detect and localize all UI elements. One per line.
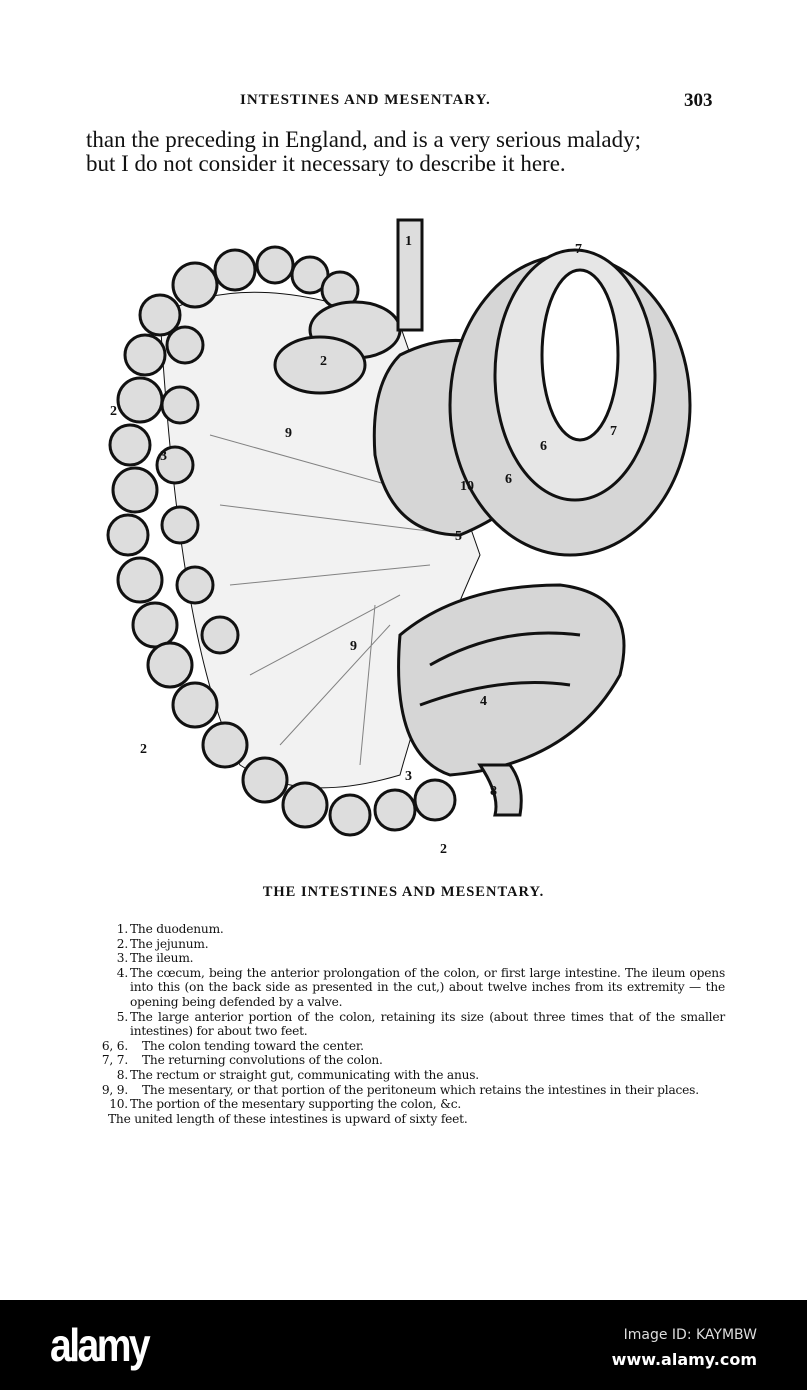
running-head <box>0 92 807 116</box>
legend-item <box>100 1068 725 1083</box>
legend-text: The large anterior portion of the colon, retaining its size (about three times that of the smaller intestines) for about two feet. <box>130 1009 725 1039</box>
image-id: Image ID: KAYMBW <box>623 1327 757 1343</box>
legend-text: The duodenum. <box>130 922 224 936</box>
figure-label: 3 <box>160 449 167 464</box>
legend-text: The rectum or straight gut, communicating with the anus. <box>130 1067 479 1082</box>
legend-num: 7, 7. <box>101 1053 128 1068</box>
legend-text: The portion of the mesentary supporting the colon, &c. <box>130 1097 462 1112</box>
legend-num: 9, 9. <box>101 1082 128 1097</box>
legend-item <box>100 922 725 937</box>
legend-item <box>100 1053 725 1068</box>
intestines-illustration <box>100 205 710 860</box>
legend-num: 1. <box>116 922 128 936</box>
alamy-logo: alamy <box>50 1319 149 1371</box>
figure-label: 3 <box>405 769 412 784</box>
figure-label: 2 <box>110 404 117 419</box>
legend-text: The cœcum, being the anterior prolongation of the colon, or first large intestine. The ileum opens into this (on the back side as presented in the cut,) about twelve inches from its extremity — the opening being defended by a valve. <box>130 965 725 1009</box>
legend-item <box>100 1083 725 1098</box>
site-url: www.alamy.com <box>611 1350 757 1369</box>
legend-text: The ileum. <box>130 951 194 966</box>
legend-item <box>100 966 725 1010</box>
figure-label: 7 <box>575 242 582 257</box>
figure-label: 9 <box>285 426 292 441</box>
legend-item <box>100 937 725 952</box>
legend-num: 3. <box>116 951 128 966</box>
legend-item <box>100 1097 725 1112</box>
body-text <box>86 128 726 176</box>
figure-label: 2 <box>320 354 327 369</box>
legend-num: 10. <box>109 1097 128 1112</box>
figure-label: 5 <box>455 529 462 544</box>
legend-item <box>100 1010 725 1039</box>
figure-label: 9 <box>350 639 357 654</box>
figure-label: 8 <box>490 784 497 799</box>
legend-item <box>100 1039 725 1054</box>
figure-label: 2 <box>140 742 147 757</box>
watermark-banner <box>0 1300 807 1390</box>
figure-label: 10 <box>460 479 474 494</box>
legend-num: 4. <box>116 965 128 980</box>
legend-num: 6, 6. <box>101 1038 128 1053</box>
legend-num: 5. <box>116 1009 128 1024</box>
legend-num: 8. <box>116 1067 128 1082</box>
legend-text: The returning convolutions of the colon. <box>142 1053 383 1068</box>
legend-text: The jejunum. <box>130 936 209 951</box>
legend-num: 2. <box>116 936 128 951</box>
legend-text: The colon tending toward the center. <box>142 1038 364 1053</box>
figure-label: 6 <box>505 472 512 487</box>
page-number: 303 <box>684 90 713 111</box>
figure-caption: THE INTESTINES AND MESENTARY. <box>262 884 545 900</box>
figure-label: 7 <box>610 424 617 439</box>
legend-text: The mesentary, or that portion of the peritoneum which retains the intestines in their places. <box>142 1082 699 1097</box>
figure-label: 2 <box>440 842 447 857</box>
body-line: but I do not consider it necessary to describe it here. <box>86 151 566 176</box>
body-line: than the preceding in England, and is a very serious malady; <box>86 127 642 152</box>
legend-summary: The united length of these intestines is upward of sixty feet. <box>108 1111 468 1126</box>
running-title: INTESTINES AND MESENTARY. <box>240 92 491 108</box>
figure-label: 4 <box>480 694 487 709</box>
figure-label: 1 <box>405 234 412 249</box>
figure-label: 6 <box>540 439 547 454</box>
legend-item <box>100 951 725 966</box>
figure-legend <box>100 922 725 1126</box>
